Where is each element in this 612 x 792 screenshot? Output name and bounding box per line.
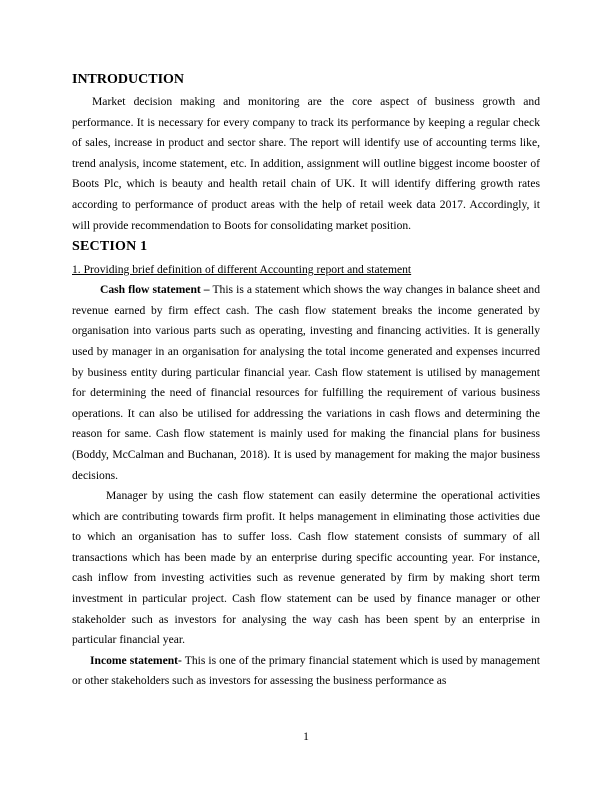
income-statement-paragraph <box>72 651 540 692</box>
cash-flow-statement-text: This is a statement which shows the way changes in balance sheet and revenue earned by firm effect cash. The cash flow statement breaks the income generated by organisation into various parts such as operating, investing and financing activities. It is generally used by manager in an organisation for analysing the total income generated and expenses incurred by business entity during particular financial year. Cash flow statement is utilised by management for determining the need of financial resources for fulfilling the requirement of various business operations. It can also be utilised for addressing the variations in cash flows and determining the reason for same. Cash flow statement is mainly used for making the financial plans for business (Boddy, McCalman and Buchanan, 2018). It is used by management for making the major business decisions. <box>72 283 540 482</box>
section-1-subheading: 1. Providing brief definition of different Accounting report and statement <box>72 263 412 277</box>
introduction-heading: INTRODUCTION <box>72 72 185 87</box>
introduction-paragraph: Market decision making and monitoring are the core aspect of business growth and performance. It is necessary for every company to track its performance by keeping a regular check of sales, increase in product and sector share. The report will identify use of accounting terms like, trend analysis, income statement, etc. In addition, assignment will outline biggest income booster of Boots Plc, which is beauty and health retail chain of UK. It will identify differing growth rates according to performance of product areas with the help of retail week data 2017. Accordingly, it will provide recommendation to Boots for consolidating market position. <box>72 95 540 232</box>
section-1-heading: SECTION 1 <box>72 239 148 255</box>
cash-flow-statement-paragraph <box>72 280 540 486</box>
income-statement-text: This is one of the primary financial statement which is used by management or other stakeholders such as investors for assessing the business performance as <box>72 653 540 688</box>
page-number: 1 <box>303 730 309 743</box>
manager-cash-flow-paragraph: Manager by using the cash flow statement can easily determine the operational activities which are contributing towards firm profit. It helps management in eliminating those activities due to which an organisation has to suffer loss. Cash flow statement consists of summary of all transactions which has been made by an enterprise during specific accounting year. For instance, cash inflow from investing activities such as revenue generated by firm by making short term investment in particular project. Cash flow statement can be used by finance manager or other stakeholder such as investors for analysing the way cash has been spent by an enterprise in particular financial year. <box>72 489 540 647</box>
cash-flow-statement-term: Cash flow statement – <box>100 283 210 297</box>
income-statement-term: Income statement- <box>90 653 182 667</box>
